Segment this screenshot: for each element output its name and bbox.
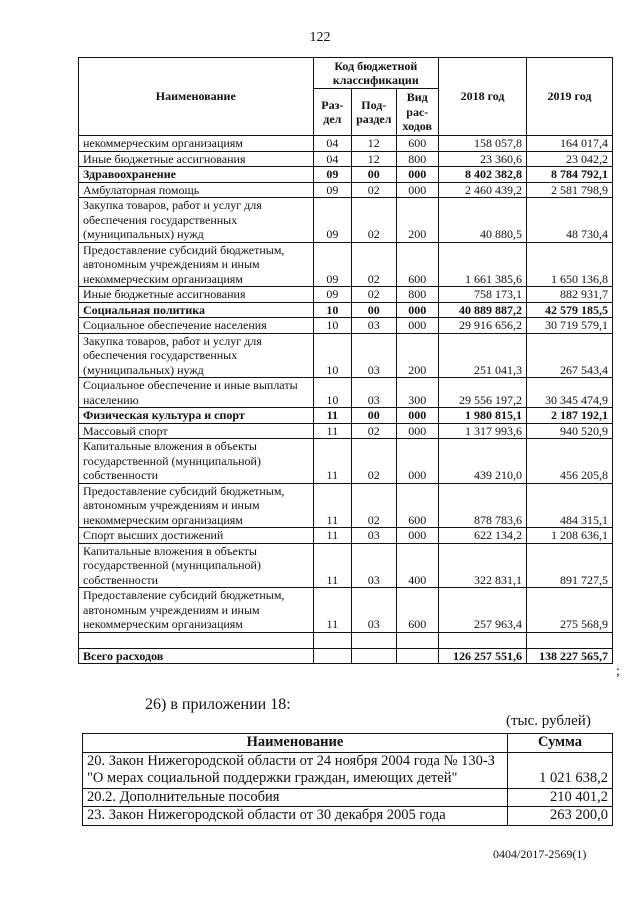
header-code-group: Код бюджетной классификации xyxy=(313,58,438,89)
row-section: 11 xyxy=(313,439,351,484)
row-section: 04 xyxy=(313,136,351,152)
row-name: Амбулаторная помощь xyxy=(79,182,314,198)
law-row-name: 20.2. Дополнительные пособия xyxy=(83,788,508,807)
row-expense-type: 600 xyxy=(396,483,439,528)
row-name: Социальная политика xyxy=(79,302,314,318)
row-name: Физическая культура и спорт xyxy=(79,408,314,424)
row-2019: 2 187 192,1 xyxy=(526,408,612,424)
law-row-amount: 263 200,0 xyxy=(508,807,613,826)
header-expense-type: Вид рас-ходов xyxy=(396,89,439,136)
row-section: 04 xyxy=(313,151,351,167)
row-name: Спорт высших достижений xyxy=(79,528,314,544)
row-2019: 1 650 136,8 xyxy=(526,242,612,287)
table-row xyxy=(79,378,613,408)
row-2018: 322 831,1 xyxy=(439,543,527,588)
row-2019: 164 017,4 xyxy=(526,136,612,152)
table-row xyxy=(79,302,613,318)
row-expense-type: 000 xyxy=(396,167,439,183)
row-expense-type: 000 xyxy=(396,182,439,198)
header-section: Раз-дел xyxy=(313,89,351,136)
table-row xyxy=(79,167,613,183)
header-subsection: Под-раздел xyxy=(352,89,396,136)
row-subsection: 02 xyxy=(352,439,396,484)
total-2018: 126 257 551,6 xyxy=(439,648,527,664)
row-2019: 42 579 185,5 xyxy=(526,302,612,318)
table-row xyxy=(79,543,613,588)
row-expense-type: 000 xyxy=(396,408,439,424)
row-subsection: 02 xyxy=(352,242,396,287)
row-2019: 891 727,5 xyxy=(526,543,612,588)
row-2019: 30 345 474,9 xyxy=(526,378,612,408)
document-code: 0404/2017-2569(1) xyxy=(493,847,587,861)
row-subsection: 03 xyxy=(352,333,396,378)
table-row xyxy=(79,287,613,303)
row-subsection: 02 xyxy=(352,423,396,439)
row-2018: 878 783,6 xyxy=(439,483,527,528)
row-2018: 758 173,1 xyxy=(439,287,527,303)
law-table xyxy=(82,733,613,826)
row-2018: 251 041,3 xyxy=(439,333,527,378)
unit-label: (тыс. рублей) xyxy=(506,713,591,729)
table-row xyxy=(79,423,613,439)
row-section: 11 xyxy=(313,483,351,528)
table-row xyxy=(79,151,613,167)
row-name: Закупка товаров, работ и услуг для обеспечения государственных (муниципальных) нужд xyxy=(79,198,314,243)
row-name: Массовый спорт xyxy=(79,423,314,439)
row-section: 11 xyxy=(313,543,351,588)
row-2018: 2 460 439,2 xyxy=(439,182,527,198)
row-expense-type: 000 xyxy=(396,302,439,318)
law-row-amount: 210 401,2 xyxy=(508,788,613,807)
row-name: Капитальные вложения в объекты государственной (муниципальной) собственности xyxy=(79,543,314,588)
row-section: 11 xyxy=(313,408,351,424)
row-subsection: 02 xyxy=(352,483,396,528)
law-row-name: 23. Закон Нижегородской области от 30 декабря 2005 года xyxy=(83,807,508,826)
table-row xyxy=(79,439,613,484)
row-2019: 275 568,9 xyxy=(526,588,612,633)
row-subsection: 12 xyxy=(352,136,396,152)
row-subsection: 03 xyxy=(352,543,396,588)
row-expense-type: 200 xyxy=(396,333,439,378)
row-section: 10 xyxy=(313,302,351,318)
row-subsection: 00 xyxy=(352,167,396,183)
row-2019: 2 581 798,9 xyxy=(526,182,612,198)
header-2018: 2018 год xyxy=(439,58,527,136)
table-row xyxy=(83,788,613,807)
row-2018: 1 980 815,1 xyxy=(439,408,527,424)
row-2018: 40 880,5 xyxy=(439,198,527,243)
row-section: 10 xyxy=(313,333,351,378)
row-subsection: 02 xyxy=(352,182,396,198)
row-subsection: 00 xyxy=(352,302,396,318)
row-expense-type: 400 xyxy=(396,543,439,588)
header-2019: 2019 год xyxy=(526,58,612,136)
row-section: 10 xyxy=(313,318,351,334)
row-section: 11 xyxy=(313,423,351,439)
row-section: 11 xyxy=(313,588,351,633)
row-2019: 882 931,7 xyxy=(526,287,612,303)
table-row xyxy=(79,182,613,198)
row-section: 09 xyxy=(313,198,351,243)
row-2018: 23 360,6 xyxy=(439,151,527,167)
row-section: 11 xyxy=(313,528,351,544)
table-row xyxy=(83,752,613,788)
row-section: 09 xyxy=(313,182,351,198)
row-name: Иные бюджетные ассигнования xyxy=(79,287,314,303)
row-2018: 158 057,8 xyxy=(439,136,527,152)
row-subsection: 03 xyxy=(352,588,396,633)
row-name: Капитальные вложения в объекты государственной (муниципальной) собственности xyxy=(79,439,314,484)
table-row xyxy=(79,198,613,243)
header-name: Наименование xyxy=(79,58,314,136)
row-subsection: 03 xyxy=(352,318,396,334)
law-header-amount: Сумма xyxy=(508,734,613,753)
row-section: 10 xyxy=(313,378,351,408)
row-2019: 267 543,4 xyxy=(526,333,612,378)
row-subsection: 02 xyxy=(352,287,396,303)
row-2019: 30 719 579,1 xyxy=(526,318,612,334)
table-row xyxy=(79,483,613,528)
row-expense-type: 300 xyxy=(396,378,439,408)
law-table-body xyxy=(83,752,613,825)
row-expense-type: 800 xyxy=(396,287,439,303)
table-row xyxy=(79,242,613,287)
row-2019: 456 205,8 xyxy=(526,439,612,484)
row-2019: 484 315,1 xyxy=(526,483,612,528)
table-terminator: ; xyxy=(616,664,620,679)
row-section: 09 xyxy=(313,242,351,287)
budget-table xyxy=(78,57,613,664)
row-name: Предоставление субсидий бюджетным, автономным учреждениям и иным некоммерческим организациям xyxy=(79,483,314,528)
total-2019: 138 227 565,7 xyxy=(526,648,612,664)
row-2019: 1 208 636,1 xyxy=(526,528,612,544)
total-row xyxy=(79,648,613,664)
row-section: 09 xyxy=(313,167,351,183)
row-expense-type: 200 xyxy=(396,198,439,243)
row-2018: 439 210,0 xyxy=(439,439,527,484)
total-label: Всего расходов xyxy=(79,648,314,664)
row-subsection: 03 xyxy=(352,378,396,408)
sub-heading: 26) в приложении 18: xyxy=(145,696,291,713)
row-name: Иные бюджетные ассигнования xyxy=(79,151,314,167)
law-row-amount: 1 021 638,2 xyxy=(508,752,613,788)
row-subsection: 03 xyxy=(352,528,396,544)
row-2018: 8 402 382,8 xyxy=(439,167,527,183)
law-row-name: 20. Закон Нижегородской области от 24 ноября 2004 года № 130-З "О мерах социальной поддержки граждан, имеющих детей" xyxy=(83,752,508,788)
table-row xyxy=(83,807,613,826)
row-2019: 8 784 792,1 xyxy=(526,167,612,183)
row-name: некоммерческим организациям xyxy=(79,136,314,152)
row-expense-type: 800 xyxy=(396,151,439,167)
row-2018: 1 317 993,6 xyxy=(439,423,527,439)
row-2019: 23 042,2 xyxy=(526,151,612,167)
row-expense-type: 000 xyxy=(396,439,439,484)
row-2019: 940 520,9 xyxy=(526,423,612,439)
row-expense-type: 000 xyxy=(396,423,439,439)
row-name: Предоставление субсидий бюджетным, автономным учреждениям и иным некоммерческим организациям xyxy=(79,242,314,287)
row-name: Социальное обеспечение и иные выплаты населению xyxy=(79,378,314,408)
row-subsection: 12 xyxy=(352,151,396,167)
row-expense-type: 600 xyxy=(396,242,439,287)
row-name: Закупка товаров, работ и услуг для обеспечения государственных (муниципальных) нужд xyxy=(79,333,314,378)
row-2019: 48 730,4 xyxy=(526,198,612,243)
budget-table-body xyxy=(79,136,613,633)
table-row xyxy=(79,318,613,334)
table-row xyxy=(79,136,613,152)
row-2018: 29 916 656,2 xyxy=(439,318,527,334)
row-subsection: 00 xyxy=(352,408,396,424)
law-header-name: Наименование xyxy=(83,734,508,753)
row-subsection: 02 xyxy=(352,198,396,243)
row-2018: 40 889 887,2 xyxy=(439,302,527,318)
row-2018: 622 134,2 xyxy=(439,528,527,544)
row-expense-type: 600 xyxy=(396,588,439,633)
row-2018: 257 963,4 xyxy=(439,588,527,633)
row-section: 09 xyxy=(313,287,351,303)
row-2018: 29 556 197,2 xyxy=(439,378,527,408)
row-name: Социальное обеспечение населения xyxy=(79,318,314,334)
row-expense-type: 000 xyxy=(396,528,439,544)
row-name: Здравоохранение xyxy=(79,167,314,183)
row-2018: 1 661 385,6 xyxy=(439,242,527,287)
row-expense-type: 600 xyxy=(396,136,439,152)
row-name: Предоставление субсидий бюджетным, автономным учреждениям и иным некоммерческим организациям xyxy=(79,588,314,633)
table-row xyxy=(79,528,613,544)
table-row xyxy=(79,588,613,633)
page-number: 122 xyxy=(309,30,331,45)
row-expense-type: 000 xyxy=(396,318,439,334)
table-row xyxy=(79,408,613,424)
table-row xyxy=(79,333,613,378)
